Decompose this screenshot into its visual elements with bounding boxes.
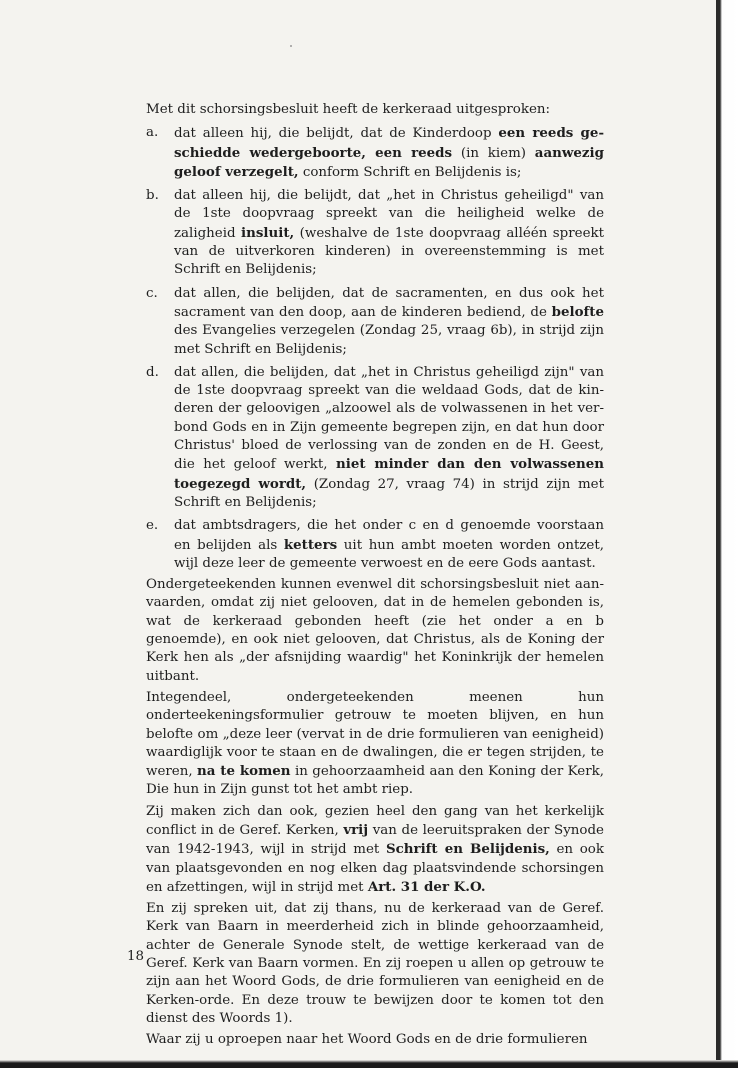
list-marker: c.: [146, 285, 158, 301]
paragraph-bold-segment: vrij: [343, 821, 369, 838]
list-item: [146, 124, 604, 182]
intro-line: Met dit schorsingsbesluit heeft de kerkeraad uitgesproken:: [146, 102, 551, 117]
list-item-segment: dat alleen hij, die belijdt, dat de Kinderdoop: [174, 126, 499, 142]
paragraph-segment: van de leeruitspraken der Synode van 1942-1943, wijl in strijd met: [146, 822, 604, 858]
list-item-segment: uit hun ambt moeten worden ontzet, wijl deze leer de gemeente verwoest en de eere Gods aantast.: [174, 537, 604, 571]
list-item-bold-segment: een reeds geschiedde wedergeboorte, een reeds: [174, 125, 604, 161]
paragraph-segment: en ook van plaatsgevonden en nog elken dag plaatsvindende schorsingen en afzettingen, wijl in strijd met: [146, 842, 604, 895]
paragraph-bold-segment: Art. 31 der K.O.: [367, 878, 486, 895]
paragraph-segment: Integendeel, ondergeteekenden meenen hun onderteekeningsformulier getrouw te moeten blijven, en hun belofte om „deze leer (vervat in de drie formulieren van eenigheid) waardiglijk voor te staan en de dwalingen, die er tegen strijden, te weren,: [146, 689, 604, 780]
list-item: [146, 517, 604, 573]
list-marker: a.: [146, 125, 159, 141]
list-marker: b.: [146, 188, 159, 204]
list-item-segment: dat allen, die belijden, dat de sacramenten, en dus ook het sacrament van den doop, aan de kinderen bediend, de: [174, 285, 604, 320]
paragraph-bold-segment: Schrift en Belijdenis,: [385, 841, 550, 858]
list-item-bold-segment: ketters: [283, 536, 338, 553]
list-marker: e.: [146, 518, 159, 534]
list-item-bold-segment: aanwezig geloof verzegelt,: [174, 144, 604, 180]
list-item-segment: dat allen, die belijden, dat „het in Christus geheiligd zijn" van de 1ste doopvraag spreekt van die weldaad Gods, dat de kinderen der geloovigen „alzoowel als de volwassenen in het verbond Gods en in Zijn gemeente begrepen zijn, en dat hun door Christus' bloed de verlossing van de zonden en de H. Geest, die het geloof werkt,: [174, 364, 604, 473]
page-bottom-edge: [0, 1060, 738, 1068]
body-text: [146, 101, 604, 1050]
paragraph-segment: Waar zij u oproepen naar het Woord Gods en de drie formulieren: [146, 1032, 588, 1048]
list-item: [146, 364, 604, 512]
list-item: [146, 187, 604, 279]
paragraph-block: [146, 576, 604, 1049]
paragraph: [146, 576, 604, 686]
list-item-segment: dat ambtsdragers, die het onder c en d genoemde voorstaan en belijden als: [174, 518, 604, 553]
paper-speck: [290, 45, 292, 47]
paragraph: [146, 900, 604, 1028]
list-item-segment: dat alleen hij, die belijdt, dat „het in Christus geheiligd" van de 1ste doopvraag spreekt van die heiligheid welke de zaligheid: [174, 188, 604, 241]
list-item-segment: (Zondag 27, vraag 74) in strijd zijn met Schrift en Belijdenis;: [174, 476, 604, 510]
list-item-segment: (weshalve de 1ste doopvraag alléén spreekt van de uitverkoren kinderen) in overeenstemming is met Schrift en Belijdenis;: [174, 225, 604, 278]
list-item-bold-segment: belofte: [551, 303, 604, 320]
paragraph-segment: En zij spreken uit, dat zij thans, nu de kerkeraad van de Geref. Kerk van Baarn in meerderheid zich in blinde gehoorzaamheid, achter de Generale Synode stelt, de wettige kerkeraad van de Geref. Kerk van Baarn vormen. En zij roepen u allen op getrouw te zijn aan het Woord Gods, de drie formulieren van eenigheid en de Kerken-orde. En deze trouw te bewijzen door te komen tot den dienst des Woords 1).: [146, 901, 604, 1026]
list-marker: d.: [146, 364, 159, 380]
page-number: 18: [127, 949, 145, 964]
list-item-bold-segment: insluit,: [241, 224, 295, 241]
paragraph-segment: Ondergeteekenden kunnen evenwel dit schorsingsbesluit niet aanvaarden, omdat zij niet gelooven, dat in de hemelen gebonden is, wat de kerkeraad gebonden heeft (zie het onder a en b genoemde), en ook niet gelooven, dat Christus, als de Koning der Kerk hen als „der afsnijding waardig" het Koninkrijk der hemelen uitbant.: [146, 577, 604, 684]
list-item-segment: (in kiem): [452, 145, 535, 161]
paragraph-bold-segment: na te komen: [197, 763, 291, 780]
list-item: [146, 285, 604, 359]
list-item-segment: des Evangelies verzegelen (Zondag 25, vraag 6b), in strijd zijn met Schrift en Belijdenis;: [174, 323, 604, 357]
paragraph: [146, 1031, 604, 1049]
page-edge-shadow: [716, 0, 738, 1068]
resolution-list: [146, 124, 604, 573]
paragraph: [146, 803, 604, 897]
paragraph-segment: Zij maken zich dan ook, gezien heel den gang van het kerkelijk conflict in de Geref. Kerken,: [146, 803, 604, 838]
paragraph: [146, 689, 604, 800]
paragraph-segment: in gehoorzaamheid aan den Koning der Kerk, Die hun in Zijn gunst tot het ambt riep.: [146, 764, 605, 798]
list-item-segment: conform Schrift en Belijdenis is;: [298, 164, 522, 180]
list-item-bold-segment: niet minder dan den volwassenen toegezegd wordt,: [174, 456, 604, 492]
